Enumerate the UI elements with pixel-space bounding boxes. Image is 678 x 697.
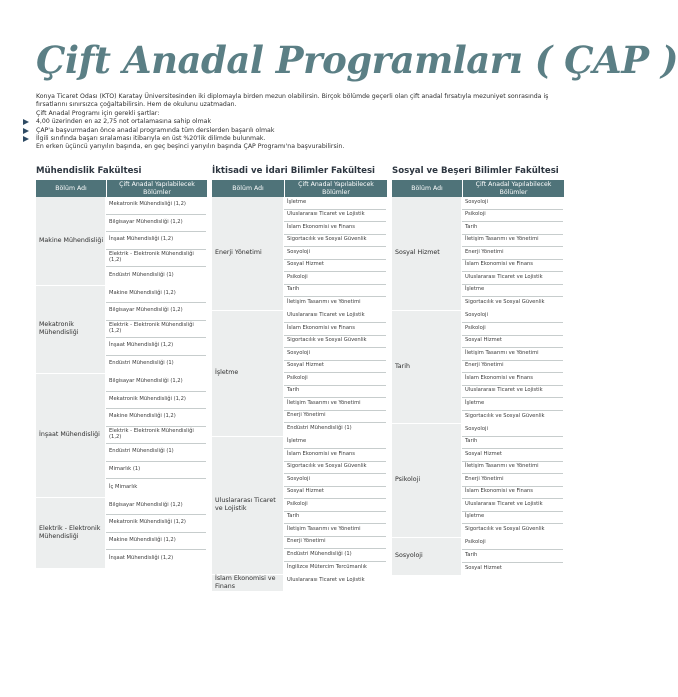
list-item: Elektrik - Elektronik Mühendisliği (1,2) (106, 321, 206, 339)
list-item: Enerji Yönetimi (462, 247, 563, 260)
department-name: İşletme (212, 311, 284, 436)
header-department: Bölüm Adı (36, 180, 107, 197)
list-item: Sosyal Hizmet (284, 260, 386, 273)
list-item: İşletme (284, 197, 386, 210)
table-row (36, 498, 207, 569)
list-item: Makine Mühendisliği (1,2) (106, 533, 206, 551)
list-item: Mimarlık (1) (106, 462, 206, 480)
table-row (392, 197, 564, 311)
department-name: Tarih (392, 311, 462, 424)
table-header (36, 180, 207, 197)
table-header (212, 180, 387, 197)
table-row (212, 197, 387, 311)
list-item: İnşaat Mühendisliği (1,2) (106, 232, 206, 250)
application-note: En erken üçüncü yarıyılın başında, en geç beşinci yarıyılın başında ÇAP Programı'na başvurabilirsin. (36, 143, 345, 151)
list-item: İşletme (462, 398, 563, 411)
list-item: İletişim Tasarımı ve Yönetimi (462, 235, 563, 248)
department-name: İslam Ekonomisi ve Finans (212, 575, 284, 591)
list-item: Endüstri Mühendisliği (1) (109, 271, 174, 278)
requirement-text: ÇAP'a başvurmadan önce anadal programında tüm derslerden başarılı olmak (36, 126, 275, 134)
list-item: İslam Ekonomisi ve Finans (284, 449, 386, 462)
page-title: Çift Anadal Programları ( ÇAP ) (36, 38, 678, 82)
list-item: Sosyal Hizmet (284, 361, 386, 374)
department-name: İnşaat Mühendisliği (36, 374, 106, 497)
requirements-heading: Çift Anadal Programı için gerekli şartlar: (36, 109, 160, 117)
list-item: Endüstri Mühendisliği (1) (106, 444, 206, 462)
list-item: İnşaat Mühendisliği (1,2) (109, 554, 174, 561)
list-item: Tarih (284, 512, 386, 525)
list-item: Elektrik - Elektronik Mühendisliği (1,2) (106, 427, 206, 445)
table-body (36, 197, 207, 697)
list-item: Uluslararası Ticaret ve Lojistik (462, 386, 563, 399)
list-item: Sosyal Hizmet (462, 449, 563, 462)
triangle-bullet-icon (23, 119, 29, 125)
list-item: Endüstri Mühendisliği (1) (284, 549, 386, 562)
department-name: Sosyal Hizmet (392, 197, 462, 310)
list-item: Bilgisayar Mühendisliği (1,2) (106, 215, 206, 233)
list-item: Bilgisayar Mühendisliği (1,2) (106, 374, 206, 392)
department-name: Makine Mühendisliği (36, 197, 106, 285)
list-item: Sosyal Hizmet (284, 487, 386, 500)
department-name: Elektrik - Elektronik Mühendisliği (36, 498, 106, 568)
department-name: Enerji Yönetimi (212, 197, 284, 310)
list-item: Sigortacılık ve Sosyal Güvenlik (465, 412, 545, 419)
list-item: Tarih (462, 437, 563, 450)
list-item: Sosyal Hizmet (465, 564, 502, 571)
list-item: Psikoloji (284, 272, 386, 285)
list-item: İletişim Tasarımı ve Yönetimi (462, 348, 563, 361)
requirement-text: İlgili sınıfında başarı sıralaması itibarıyla en üst %20'lik dilimde bulunmak. (36, 135, 266, 143)
list-item: Tarih (462, 222, 563, 235)
triangle-bullet-icon (23, 128, 29, 134)
list-item: Sigortacılık ve Sosyal Güvenlik (284, 336, 386, 349)
table-row (36, 197, 207, 286)
list-item: Sigortacılık ve Sosyal Güvenlik (465, 526, 545, 533)
table-row (36, 286, 207, 375)
list-item: Mekatronik Mühendisliği (1,2) (106, 392, 206, 410)
list-item: Enerji Yönetimi (462, 474, 563, 487)
list-item: Mekatronik Mühendisliği (1,2) (106, 515, 206, 533)
list-item: İletişim Tasarımı ve Yönetimi (284, 524, 386, 537)
list-item: İngilizce Mütercim Tercümanlık (287, 563, 367, 570)
table-row (212, 437, 387, 576)
list-item: İç Mimarlık (109, 483, 138, 490)
list-item: Uluslararası Ticaret ve Lojistik (284, 311, 386, 324)
list-item: Tarih (284, 386, 386, 399)
department-name: Psikoloji (392, 424, 462, 537)
table-row (392, 424, 564, 538)
list-item: İletişim Tasarımı ve Yönetimi (287, 299, 361, 306)
list-item: Psikoloji (462, 538, 563, 551)
intro-paragraph: Konya Ticaret Odası (KTO) Karatay Üniversitesinden iki diplomayla birden mezun olabilirsin. Birçok bölümde geçerli olan çift anadal fırsatıyla mezuniyet sonrasında iş fırsatlarını sınırsızca çoğaltabilirsin. Hem de okulunu uzatmadan. (36, 93, 549, 109)
list-item: Sosyoloji (462, 311, 563, 324)
table-header (392, 180, 564, 197)
intro-text (36, 93, 556, 152)
table-row (392, 311, 564, 425)
list-item: Psikoloji (284, 373, 386, 386)
list-item: İnşaat Mühendisliği (1,2) (106, 338, 206, 356)
list-item: Elektrik - Elektronik Mühendisliği (1,2) (106, 250, 206, 268)
list-item: Uluslararası Ticaret ve Lojistik (287, 577, 365, 584)
faculty-engineering (36, 166, 207, 697)
list-item: İslam Ekonomisi ve Finans (462, 487, 563, 500)
list-item: Sigortacılık ve Sosyal Güvenlik (284, 235, 386, 248)
list-item: Uluslararası Ticaret ve Lojistik (284, 210, 386, 223)
list-item: Sosyoloji (284, 474, 386, 487)
list-item: Bilgisayar Mühendisliği (1,2) (106, 498, 206, 516)
list-item: Endüstri Mühendisliği (1) (109, 360, 174, 367)
department-name: Mekatronik Mühendisliği (36, 286, 106, 374)
faculty-social-sciences (392, 166, 564, 697)
table-body (392, 197, 564, 697)
list-item: Uluslararası Ticaret ve Lojistik (462, 272, 563, 285)
list-item: Enerji Yönetimi (284, 411, 386, 424)
list-item: Enerji Yönetimi (462, 361, 563, 374)
list-item: Uluslararası Ticaret ve Lojistik (462, 499, 563, 512)
faculty-title: Mühendislik Fakültesi (36, 166, 142, 176)
list-item: Sosyoloji (462, 197, 563, 210)
list-item: Tarih (462, 550, 563, 563)
list-item: Makine Mühendisliği (1,2) (106, 286, 206, 304)
list-item: Psikoloji (462, 323, 563, 336)
department-name: Uluslararası Ticaret ve Lojistik (212, 437, 284, 575)
list-item: Makine Mühendisliği (1,2) (106, 409, 206, 427)
list-item: Sosyoloji (284, 348, 386, 361)
faculty-title: Sosyal ve Beşeri Bilimler Fakültesi (392, 166, 559, 176)
list-item: Tarih (284, 285, 386, 298)
triangle-bullet-icon (23, 136, 29, 142)
table-row (212, 575, 387, 592)
list-item: İslam Ekonomisi ve Finans (462, 260, 563, 273)
table-row (212, 311, 387, 437)
list-item: Endüstri Mühendisliği (1) (287, 425, 352, 432)
table-row (392, 538, 564, 577)
header-double-major: Çift Anadal Yapılabilecek Bölümler (107, 180, 207, 197)
list-item: İletişim Tasarımı ve Yönetimi (284, 398, 386, 411)
list-item: İşletme (462, 512, 563, 525)
faculty-title: İktisadi ve İdari Bilimler Fakültesi (212, 166, 376, 176)
table-body (212, 197, 387, 697)
list-item: Mekatronik Mühendisliği (1,2) (106, 197, 206, 215)
faculty-economics (212, 166, 387, 697)
table-row (36, 374, 207, 498)
requirement-text: 4,00 üzerinden en az 2,75 not ortalamasına sahip olmak (36, 118, 212, 126)
requirement-item (36, 118, 556, 126)
department-name: Sosyoloji (392, 538, 462, 576)
header-department: Bölüm Adı (392, 180, 463, 197)
header-double-major: Çift Anadal Yapılabilecek Bölümler (285, 180, 387, 197)
list-item: Psikoloji (284, 499, 386, 512)
header-double-major: Çift Anadal Yapılabilecek Bölümler (463, 180, 564, 197)
list-item: İşletme (284, 437, 386, 450)
list-item: Bilgisayar Mühendisliği (1,2) (106, 303, 206, 321)
list-item: Enerji Yönetimi (284, 537, 386, 550)
list-item: Psikoloji (462, 210, 563, 223)
list-item: Sosyoloji (284, 247, 386, 260)
list-item: Sosyal Hizmet (462, 336, 563, 349)
list-item: Sigortacılık ve Sosyal Güvenlik (284, 462, 386, 475)
requirement-item (36, 135, 556, 143)
header-department: Bölüm Adı (212, 180, 285, 197)
list-item: İslam Ekonomisi ve Finans (284, 222, 386, 235)
list-item: İslam Ekonomisi ve Finans (284, 323, 386, 336)
list-item: İslam Ekonomisi ve Finans (462, 373, 563, 386)
list-item: Sigortacılık ve Sosyal Güvenlik (465, 299, 545, 306)
list-item: İşletme (462, 285, 563, 298)
requirement-item (36, 127, 556, 135)
list-item: Sosyoloji (462, 424, 563, 437)
requirements-list (36, 118, 556, 143)
list-item: İletişim Tasarımı ve Yönetimi (462, 462, 563, 475)
